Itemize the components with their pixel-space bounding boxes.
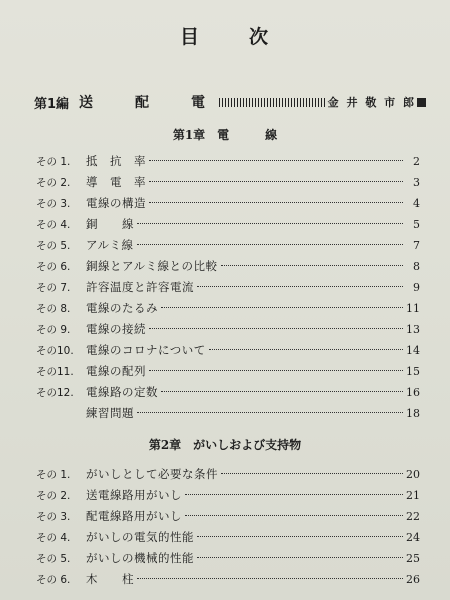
- leader-dots: [221, 473, 403, 474]
- entry-title: 木 柱: [86, 572, 134, 586]
- toc-entry[interactable]: [36, 466, 420, 484]
- entry-number: その 5.: [36, 240, 71, 252]
- leader-dots: [149, 370, 403, 371]
- entry-number: その 9.: [36, 324, 71, 336]
- toc-entry[interactable]: [36, 508, 420, 526]
- entry-page: 14: [406, 344, 420, 357]
- toc-entry[interactable]: [36, 258, 420, 276]
- toc-entry[interactable]: [36, 342, 420, 360]
- entry-title: 抵 抗 率: [86, 154, 146, 168]
- entry-number: その 1.: [36, 469, 71, 481]
- entry-page: 2: [413, 155, 420, 168]
- entry-page: 16: [406, 386, 420, 399]
- entry-page: 7: [413, 239, 420, 252]
- toc-entry[interactable]: [36, 174, 420, 192]
- page-title: [0, 22, 450, 49]
- toc-entry[interactable]: [36, 195, 420, 213]
- leader-dots: [149, 328, 403, 329]
- part-end-mark: [417, 98, 426, 107]
- toc-entry[interactable]: [36, 405, 420, 423]
- title-char-2: 次: [249, 26, 271, 48]
- title-char-1: 目: [179, 26, 201, 48]
- toc-entry[interactable]: [36, 571, 420, 589]
- leader-dots: [161, 391, 403, 392]
- toc-entry[interactable]: [36, 237, 420, 255]
- entry-title: 許容温度と許容電流: [86, 280, 194, 294]
- entry-page: 20: [406, 468, 420, 481]
- toc-entry[interactable]: [36, 300, 420, 318]
- entry-page: 15: [406, 365, 420, 378]
- leader-dots: [149, 202, 403, 203]
- entry-number: その 2.: [36, 177, 71, 189]
- toc-entry[interactable]: [36, 550, 420, 568]
- entry-page: 4: [413, 197, 420, 210]
- entry-title: 送電線路用がいし: [86, 488, 182, 502]
- leader-dots: [185, 515, 403, 516]
- entry-number: その 4.: [36, 532, 71, 544]
- entry-title: 電線の配列: [86, 364, 146, 378]
- entry-number: その 3.: [36, 198, 71, 210]
- part-title: 送 配 電: [79, 95, 220, 111]
- entry-page: 9: [413, 281, 420, 294]
- entry-page: 22: [406, 510, 420, 523]
- entry-title: アルミ線: [86, 238, 134, 252]
- entry-title: 電線のたるみ: [86, 301, 158, 315]
- entry-page: 8: [413, 260, 420, 273]
- entry-page: 24: [406, 531, 420, 544]
- leader-dots: [221, 265, 403, 266]
- leader-dots: [137, 244, 403, 245]
- entry-page: 21: [406, 489, 420, 502]
- toc-entry[interactable]: [36, 153, 420, 171]
- leader-dots: [137, 223, 403, 224]
- toc-entry[interactable]: [36, 321, 420, 339]
- toc-entry[interactable]: [36, 363, 420, 381]
- chapter-2-heading: [0, 436, 450, 453]
- part-label: 第1編: [34, 96, 70, 112]
- leader-dots: [185, 494, 403, 495]
- entry-number: その 7.: [36, 282, 71, 294]
- entry-title: 銅線とアルミ線との比較: [86, 259, 218, 273]
- leader-dots: [209, 349, 403, 350]
- chapter-2-label: 第2章: [148, 438, 182, 452]
- toc-entry[interactable]: [36, 529, 420, 547]
- entry-title: がいしの機械的性能: [86, 551, 194, 565]
- entry-title: がいしの電気的性能: [86, 530, 194, 544]
- entry-page: 26: [406, 573, 420, 586]
- entry-number: その 6.: [36, 574, 71, 586]
- leader-dots: [149, 160, 403, 161]
- entry-title: 導 電 率: [86, 175, 146, 189]
- entry-number: その10.: [36, 345, 74, 357]
- toc-entry[interactable]: [36, 279, 420, 297]
- entry-page: 13: [406, 323, 420, 336]
- chapter-1-heading: [0, 126, 450, 143]
- entry-number: その11.: [36, 366, 74, 378]
- toc-entry[interactable]: [36, 216, 420, 234]
- leader-dots: [197, 286, 403, 287]
- chapter-1-label: 第1章: [172, 128, 206, 142]
- entry-number: その 3.: [36, 511, 71, 523]
- entry-number: その 4.: [36, 219, 71, 231]
- entry-title: 電線路の定数: [86, 385, 158, 399]
- leader-dots: [137, 412, 403, 413]
- entry-page: 5: [413, 218, 420, 231]
- entry-title: 電線のコロナについて: [86, 343, 206, 357]
- leader-dots: [149, 181, 403, 182]
- entry-number: その 5.: [36, 553, 71, 565]
- entry-page: 3: [413, 176, 420, 189]
- part-rule: [219, 98, 325, 107]
- entry-title: 配電線路用がいし: [86, 509, 182, 523]
- entry-number: その 2.: [36, 490, 71, 502]
- entry-page: 11: [406, 302, 420, 315]
- entry-title: 練習問題: [86, 406, 134, 420]
- leader-dots: [137, 578, 403, 579]
- leader-dots: [197, 536, 403, 537]
- entry-page: 25: [406, 552, 420, 565]
- entry-title: がいしとして必要な条件: [86, 467, 218, 481]
- entry-page: 18: [406, 407, 420, 420]
- chapter-2-title: がいしおよび支持物: [193, 438, 302, 452]
- entry-number: その 1.: [36, 156, 71, 168]
- entry-number: その 8.: [36, 303, 71, 315]
- toc-entry[interactable]: [36, 384, 420, 402]
- chapter-1-title: 電 線: [217, 128, 278, 142]
- leader-dots: [197, 557, 403, 558]
- entry-number: その 6.: [36, 261, 71, 273]
- entry-number: その12.: [36, 387, 74, 399]
- leader-dots: [161, 307, 403, 308]
- entry-title: 銅 線: [86, 217, 134, 231]
- entry-title: 電線の接続: [86, 322, 146, 336]
- part-heading: [34, 92, 426, 112]
- toc-entry[interactable]: [36, 487, 420, 505]
- part-author: 金 井 敬 市 郎: [327, 96, 416, 109]
- entry-title: 電線の構造: [86, 196, 146, 210]
